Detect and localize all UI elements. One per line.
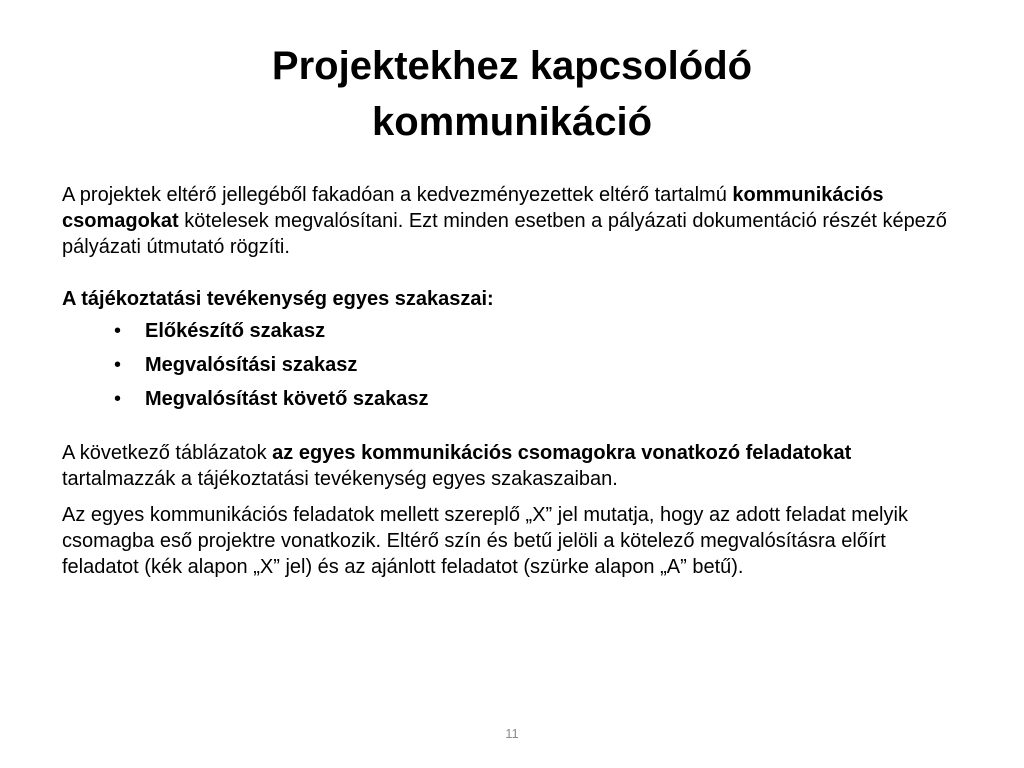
slide-body: [62, 182, 962, 590]
intro-text-c: kötelesek megvalósítani. Ezt minden esetben a pályázati dokumentáció részét képező pályázati útmutató rögzíti.: [62, 210, 947, 258]
list-item-label: Megvalósítást követő szakasz: [145, 388, 429, 410]
tables-paragraph: [62, 440, 962, 492]
list-item-label: Előkészítő szakasz: [145, 320, 326, 342]
intro-paragraph: [62, 182, 962, 260]
bullet-icon: •: [114, 354, 122, 376]
list-item: [114, 352, 962, 378]
tables-text-c: tartalmazzák a tájékoztatási tevékenység egyes szakaszaiban.: [62, 468, 618, 490]
list-item-label: Megvalósítási szakasz: [145, 354, 358, 376]
page-title: [60, 38, 964, 150]
section-heading: A tájékoztatási tevékenység egyes szakaszai:: [62, 288, 494, 310]
phase-list: [62, 318, 962, 412]
bullet-icon: •: [114, 320, 122, 342]
list-item: [114, 318, 962, 344]
bullet-icon: •: [114, 388, 122, 410]
intro-text-a: A projektek eltérő jellegéből fakadóan a kedvezményezettek eltérő tartalmú: [62, 184, 733, 206]
title-line-2: kommunikáció: [371, 100, 653, 144]
intro-text-bold: kommunikációs csomagokat: [62, 184, 884, 232]
tables-text-a: A következő táblázatok: [62, 442, 273, 464]
legend-paragraph: Az egyes kommunikációs feladatok mellett szereplő „X” jel mutatja, hogy az adott feladat melyik csomagba eső projektre vonatkozik. Eltérő szín és betű jelöli a kötelező megvalósításra előírt feladatot (kék alapon „X” jel) és az ajánlott feladatot (szürke alapon „A” betű).: [62, 504, 908, 578]
list-item: [114, 386, 962, 412]
page-number: 11: [505, 726, 519, 741]
title-line-1: Projektekhez kapcsolódó: [271, 44, 753, 88]
tables-text-bold: az egyes kommunikációs csomagokra vonatkozó feladatokat: [272, 442, 852, 464]
